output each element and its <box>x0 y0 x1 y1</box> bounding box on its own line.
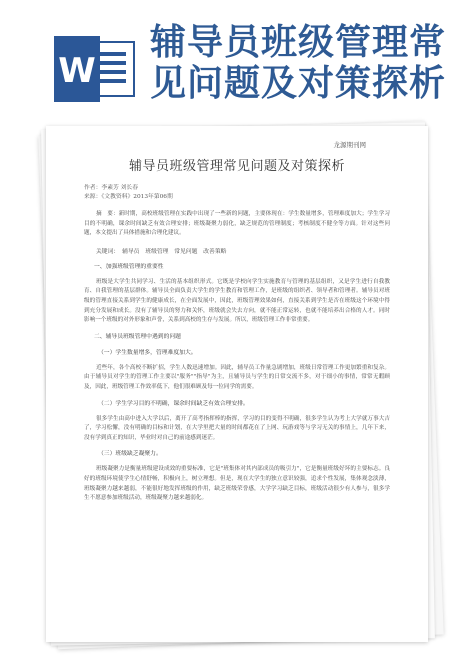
document-source: 来源：《文教资料》2013年第06期 <box>84 194 173 200</box>
word-document-icon <box>54 36 144 102</box>
subsection-heading: （一）学生数量增多，管理难度加大。 <box>98 349 197 356</box>
section-heading: 二、辅导员班级管理中遇到的问题 <box>94 333 181 340</box>
body-paragraph: 很多学生由高中进入大学以后，离开了高考指挥棒的指挥，学习的目的变得不明确，很多学生认为考上大学就万事大吉了，学习松懈，没有明确的目标和计划，在大学里把大量的时间都花在了上网、玩游戏等与学习无关的事情上，几年下来，没有学到真正的知识，毕业时对自己的前途感到迷茫。 <box>84 415 390 441</box>
header-title: 辅导员班级管理常 见问题及对策探析 <box>150 22 447 104</box>
document-title: 辅导员班级管理常见问题及对策探析 <box>128 159 345 174</box>
abstract: 摘 要：新时期，高校班级管理在实践中出现了一些新的问题，主要体现在：学生数量增多，管理难度加大；学生学习目的不明确，课余时间缺乏有效合理安排；班级凝聚力弱化，缺乏规范的管理制度；考核制度不健全等方面。针对这些问题，本文提出了具体措施和合理化建议。 <box>84 211 390 237</box>
section-heading: 一、加强班级管理的重要性 <box>94 263 164 270</box>
logo-letter: W <box>58 51 96 91</box>
keywords: 关键词： 辅导员 班级管理 常见问题 改善策略 <box>96 248 227 255</box>
body-paragraph: 近些年，各个高校不断扩招，学生人数迅速增加。因此，辅导员工作量急剧增加，班级日常管理工作更加繁重和复杂。由于辅导员对学生的管理工作主要以"服务""指导"为主，且辅导员与学生的日常交流不多，对于细小的事情，常常无暇顾及，因此，班级管理工作效率低下，他们很难顾及每一位同学的需要。 <box>84 364 390 390</box>
body-paragraph: 班级凝聚力是衡量班级建设成效的重要标准，它是"班集体对其内部成员的吸引力"，它是衡量班级好坏的主要标志。良好的班级环境使学生心情舒畅，积极向上，树立理想。但是，现在大学生的独立意识较强，追求个性发展，集体观念淡薄，班级凝聚力越来越弱，不能很好地发挥班级的作用，缺乏班级荣誉感，大学学习缺乏目标，班级活动很少有人参与，很多学生不愿意参加班级活动，班级凝聚力越来越弱化。 <box>84 466 390 502</box>
journal-name: 龙源期刊网 <box>333 141 366 149</box>
document-page <box>46 126 428 642</box>
subsection-heading: （三）班级缺乏凝聚力。 <box>98 451 162 458</box>
body-paragraph: 班级是大学生共同学习、生活的基本组织形式。它既是学校向学生实施教育与管理的基层组织，又是学生进行自我教育、自我管理的基层群体。辅导员全面负责大学生的学生教育和管理工作，是班级的组织者、领导者和管理者。辅导员对班级的管理直接关系到学生的健康成长，在全面发展中，因此，班级管理效果如何，直接关系到学生是否在班级这个环境中得到充分发展和成长。没有了辅导员的努力和关怀，班级就会失去方向，就不能正常运转，也就不能培养出合格的人才。同时影响一个班级的对外形象和声誉，关系到高校的生存与发展。所以，班级管理工作非常重要。 <box>84 278 390 324</box>
document-author: 作者：李素芳 刘长春 <box>84 185 139 191</box>
document-body <box>84 262 390 510</box>
subsection-heading: （二）学生学习目的不明确，课余时间缺乏有效合理安排。 <box>98 400 249 407</box>
page-header <box>0 0 474 112</box>
